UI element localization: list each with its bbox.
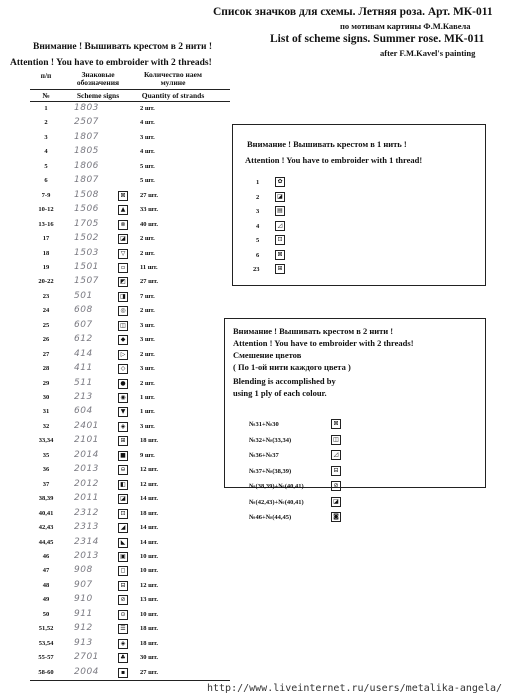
thread-code: 1502 bbox=[74, 233, 99, 244]
col-qty-ru: Количество наем мулине bbox=[143, 70, 203, 87]
strand-quantity: 3 шт. bbox=[140, 321, 155, 329]
box2-line3-ru: ( По 1-ой нити каждого цвета ) bbox=[233, 362, 351, 372]
table-row bbox=[30, 391, 230, 404]
thread-code: 1803 bbox=[74, 103, 99, 113]
table-row bbox=[30, 102, 230, 115]
scheme-symbol-icon: ▷ bbox=[118, 350, 128, 360]
thread-code: 511 bbox=[74, 377, 93, 388]
scheme-symbol-icon: ◈ bbox=[118, 639, 128, 649]
thread-code: 2012 bbox=[74, 478, 99, 489]
scheme-symbol-icon: ⊠ bbox=[118, 191, 128, 201]
scheme-symbol-icon: ⊗ bbox=[118, 220, 128, 230]
strand-quantity: 12 шт. bbox=[140, 466, 158, 474]
title-en: List of scheme signs. Summer rose. MK-011 bbox=[270, 33, 485, 45]
thread-code: 2014 bbox=[74, 449, 99, 460]
row-number: 28 bbox=[42, 365, 50, 373]
table-row bbox=[30, 666, 230, 679]
table-row bbox=[30, 333, 230, 346]
row-number: 25 bbox=[42, 321, 50, 329]
col-num-ru: п/п bbox=[40, 71, 52, 80]
scheme-symbol-icon: ⊡ bbox=[118, 509, 128, 519]
thread-code: 2507 bbox=[74, 117, 99, 128]
box1-item-number: 2 bbox=[256, 193, 260, 201]
thread-code: 913 bbox=[74, 637, 93, 648]
scheme-symbol-icon: ♣ bbox=[118, 653, 128, 663]
table-row bbox=[30, 189, 230, 202]
table-row bbox=[30, 564, 230, 577]
scheme-symbol-icon: ⊖ bbox=[118, 465, 128, 475]
strand-quantity: 33 шт. bbox=[140, 206, 158, 214]
row-number: 7-9 bbox=[41, 191, 51, 199]
strand-quantity: 18 шт. bbox=[140, 625, 158, 633]
strand-quantity: 14 шт. bbox=[140, 538, 158, 546]
thread-code: 2004 bbox=[74, 666, 99, 677]
row-number: 2 bbox=[44, 119, 48, 127]
box1-symbol-icon: ◿ bbox=[275, 221, 285, 231]
footer-url[interactable]: http://www.liveinternet.ru/users/metalika-angela/ bbox=[207, 683, 503, 694]
box1-symbol-icon: ▤ bbox=[275, 206, 285, 216]
box1-line-ru: Внимание ! Вышивать крестом в 1 нить ! bbox=[247, 139, 407, 149]
strand-quantity: 4 шт. bbox=[140, 148, 155, 156]
scheme-symbol-icon: ◣ bbox=[118, 538, 128, 548]
thread-code: 2013 bbox=[74, 464, 99, 475]
blend-formula: №32+№(33,34) bbox=[249, 436, 292, 444]
row-number: 49 bbox=[42, 596, 50, 604]
scheme-symbol-icon: ◢ bbox=[118, 523, 128, 533]
strand-quantity: 30 шт. bbox=[140, 654, 158, 662]
strand-quantity: 3 шт. bbox=[140, 133, 155, 141]
scheme-symbol-icon: ▣ bbox=[118, 552, 128, 562]
table-row bbox=[30, 651, 230, 664]
warning-en: Attention ! You have to embroider with 2 threads! bbox=[10, 58, 212, 68]
strand-quantity: 2 шт. bbox=[140, 379, 155, 387]
table-row bbox=[30, 478, 230, 491]
table-row bbox=[30, 593, 230, 606]
strand-quantity: 9 шт. bbox=[140, 451, 155, 459]
box1-symbol-icon: ⊠ bbox=[275, 250, 285, 260]
box1-item-number: 3 bbox=[256, 208, 260, 215]
strand-quantity: 12 шт. bbox=[140, 480, 158, 488]
strand-quantity: 1 шт. bbox=[140, 408, 155, 416]
strand-quantity: 18 шт. bbox=[140, 639, 158, 647]
scheme-symbol-icon: ◻ bbox=[118, 566, 128, 576]
one-thread-box bbox=[232, 124, 486, 286]
row-number: 48 bbox=[42, 581, 50, 589]
box1-symbol-icon: ⊡ bbox=[275, 235, 285, 245]
table-row bbox=[30, 377, 230, 390]
table-row bbox=[30, 536, 230, 549]
strand-quantity: 2 шт. bbox=[140, 350, 155, 358]
thread-code: 912 bbox=[74, 623, 93, 634]
thread-code: 414 bbox=[74, 348, 93, 359]
thread-code: 1807 bbox=[74, 175, 99, 186]
row-number: 38,39 bbox=[38, 495, 54, 503]
scheme-symbol-icon: ▼ bbox=[118, 407, 128, 417]
thread-code: 213 bbox=[74, 392, 93, 402]
table-row bbox=[30, 116, 230, 129]
thread-code: 2701 bbox=[74, 652, 99, 663]
strand-quantity: 13 шт. bbox=[140, 596, 158, 604]
strand-quantity: 10 шт. bbox=[140, 552, 158, 560]
thread-code: 1807 bbox=[74, 131, 99, 142]
scheme-symbol-icon: ◫ bbox=[118, 321, 128, 331]
thread-code: 908 bbox=[74, 565, 93, 576]
row-number: 4 bbox=[44, 148, 48, 156]
scheme-symbol-icon: ◉ bbox=[118, 393, 128, 403]
thread-code: 2101 bbox=[74, 435, 99, 446]
strand-quantity: 4 шт. bbox=[140, 119, 155, 127]
table-row bbox=[30, 622, 230, 635]
row-number: 40,41 bbox=[38, 509, 54, 517]
thread-code: 1503 bbox=[74, 247, 99, 258]
box1-item-number: 1 bbox=[256, 179, 260, 186]
box1-item-number: 6 bbox=[256, 251, 260, 259]
thread-code: 1805 bbox=[74, 146, 99, 157]
scheme-symbol-icon: ◧ bbox=[118, 480, 128, 490]
blend-symbol-icon: ⊟ bbox=[331, 466, 341, 476]
strand-quantity: 10 шт. bbox=[140, 567, 158, 575]
row-number: 26 bbox=[42, 336, 50, 344]
table-row bbox=[30, 507, 230, 520]
scheme-symbol-icon: ▪ bbox=[118, 668, 128, 678]
scheme-symbol-icon: ▲ bbox=[118, 205, 128, 215]
strand-quantity: 5 шт. bbox=[140, 177, 155, 185]
thread-code: 907 bbox=[74, 579, 93, 590]
thread-code: 911 bbox=[74, 608, 93, 619]
box1-item-number: 23 bbox=[253, 266, 260, 273]
strand-quantity: 27 шт. bbox=[140, 191, 158, 199]
row-number: 53,54 bbox=[38, 639, 54, 647]
scheme-symbol-icon: ◇ bbox=[118, 364, 128, 374]
strand-quantity: 40 шт. bbox=[140, 220, 158, 228]
blend-symbol-icon: ⊘ bbox=[331, 481, 341, 491]
scheme-symbol-icon: ◈ bbox=[118, 422, 128, 432]
row-number: 36 bbox=[42, 466, 50, 474]
strand-quantity: 2 шт. bbox=[140, 307, 155, 315]
row-number: 47 bbox=[42, 567, 50, 575]
table-row bbox=[30, 463, 230, 476]
table-row bbox=[30, 637, 230, 650]
row-number: 55-57 bbox=[38, 654, 54, 662]
strand-quantity: 3 шт. bbox=[140, 336, 155, 344]
blend-formula: №(38,39)+№(40,41) bbox=[249, 483, 304, 490]
strand-quantity: 3 шт. bbox=[140, 365, 155, 373]
row-number: 27 bbox=[42, 350, 50, 358]
table-row bbox=[30, 449, 230, 462]
strand-quantity: 5 шт. bbox=[140, 162, 155, 170]
thread-code: 1508 bbox=[74, 189, 99, 200]
table-row bbox=[30, 405, 230, 418]
strand-quantity: 14 шт. bbox=[140, 524, 158, 532]
scheme-symbol-icon: ⊘ bbox=[118, 595, 128, 605]
strand-quantity: 3 шт. bbox=[140, 422, 155, 430]
row-number: 29 bbox=[42, 379, 50, 387]
table-row bbox=[30, 579, 230, 592]
blend-symbol-icon: ◿ bbox=[331, 450, 341, 460]
strand-quantity: 1 шт. bbox=[140, 394, 155, 401]
table-row bbox=[30, 434, 230, 447]
box1-symbol-icon: ⊞ bbox=[275, 264, 285, 274]
row-number: 19 bbox=[42, 263, 50, 271]
thread-code: 2312 bbox=[74, 507, 99, 518]
strand-quantity: 7 шт. bbox=[140, 292, 155, 300]
row-number: 44,45 bbox=[38, 538, 54, 546]
row-number: 32 bbox=[42, 422, 50, 430]
table-row bbox=[30, 203, 230, 216]
table-row bbox=[30, 348, 230, 361]
scheme-symbol-icon: ☰ bbox=[118, 624, 128, 634]
strand-quantity: 2 шт. bbox=[140, 235, 155, 243]
blend-symbol-icon: ◪ bbox=[331, 497, 341, 507]
thread-code: 910 bbox=[74, 594, 93, 605]
row-number: 6 bbox=[44, 177, 48, 185]
scheme-symbol-icon: ◪ bbox=[118, 494, 128, 504]
blend-formula: №46+№(44,45) bbox=[249, 514, 292, 521]
row-number: 50 bbox=[42, 610, 50, 618]
row-number: 10-12 bbox=[38, 206, 54, 214]
row-number: 24 bbox=[42, 307, 50, 315]
row-number: 13-16 bbox=[38, 220, 54, 228]
thread-code: 612 bbox=[74, 334, 93, 345]
thread-code: 1507 bbox=[74, 276, 99, 287]
blend-formula: №37+№(38,39) bbox=[249, 467, 292, 475]
strand-quantity: 11 шт. bbox=[140, 263, 158, 271]
table-row bbox=[30, 319, 230, 332]
box1-item-number: 4 bbox=[256, 222, 260, 230]
scheme-symbol-icon: ▽ bbox=[118, 249, 128, 259]
table-row bbox=[30, 218, 230, 231]
strand-quantity: 27 шт. bbox=[140, 278, 158, 286]
scheme-symbol-icon: ◎ bbox=[118, 306, 128, 316]
thread-code: 604 bbox=[74, 406, 93, 417]
strand-quantity: 18 шт. bbox=[140, 509, 158, 517]
row-number: 35 bbox=[42, 451, 50, 459]
row-number: 51,52 bbox=[38, 625, 54, 633]
row-number: 37 bbox=[42, 480, 50, 488]
thread-code: 1501 bbox=[74, 261, 99, 272]
table-row bbox=[30, 420, 230, 433]
scheme-symbol-icon: ◩ bbox=[118, 277, 128, 287]
table-row bbox=[30, 290, 230, 303]
table-row bbox=[30, 275, 230, 288]
title-ru: Список значков для схемы. Летняя роза. Арт. МК-011 bbox=[213, 6, 493, 18]
thread-code: 1705 bbox=[74, 218, 99, 229]
row-number: 33,34 bbox=[38, 437, 54, 445]
box2-line2-ru: Смешение цветов bbox=[233, 350, 302, 360]
col-qty-en: Quantity of strands bbox=[141, 91, 205, 100]
scheme-symbol-icon: ⊙ bbox=[118, 610, 128, 620]
scheme-symbol-icon: ◨ bbox=[118, 292, 128, 302]
box1-item-number: 5 bbox=[256, 237, 260, 244]
table-row bbox=[30, 232, 230, 245]
table-row bbox=[30, 261, 230, 274]
table-row bbox=[30, 608, 230, 621]
scheme-symbol-icon: ● bbox=[118, 379, 128, 389]
header-rule-top bbox=[30, 89, 230, 90]
thread-code: 2314 bbox=[74, 536, 99, 547]
blend-symbol-icon: ◫ bbox=[331, 435, 341, 445]
thread-code: 2013 bbox=[74, 550, 99, 561]
thread-code: 1806 bbox=[74, 160, 99, 171]
blend-symbol-icon: ⊠ bbox=[331, 419, 341, 429]
box2-line1-ru: Внимание ! Вышивать крестом в 2 нити ! bbox=[233, 326, 394, 336]
col-num: № bbox=[42, 91, 50, 100]
subtitle-ru: по мотивам картины Ф.М.Кавела bbox=[340, 21, 471, 31]
strand-quantity: 10 шт. bbox=[140, 610, 158, 618]
table-row bbox=[30, 492, 230, 505]
row-number: 42,43 bbox=[38, 524, 54, 532]
scheme-symbol-icon: ■ bbox=[118, 451, 128, 461]
thread-code: 608 bbox=[74, 305, 93, 316]
blend-formula: №31+№30 bbox=[249, 421, 279, 428]
row-number: 1 bbox=[44, 105, 48, 112]
thread-code: 2313 bbox=[74, 522, 99, 533]
row-number: 5 bbox=[44, 162, 48, 170]
thread-code: 607 bbox=[74, 319, 93, 330]
box2-line4-en: Blending is accomplished by bbox=[233, 376, 336, 386]
table-row bbox=[30, 160, 230, 173]
two-thread-blend-box bbox=[224, 318, 486, 521]
blend-formula: №(42,43)+№(40,41) bbox=[249, 498, 304, 506]
strand-quantity: 14 шт. bbox=[140, 495, 158, 503]
scheme-symbol-icon: ⊞ bbox=[118, 436, 128, 446]
row-number: 20-22 bbox=[38, 278, 54, 286]
row-number: 31 bbox=[42, 408, 50, 416]
table-row bbox=[30, 174, 230, 187]
scheme-symbol-icon: ◆ bbox=[118, 335, 128, 345]
strand-quantity: 18 шт. bbox=[140, 437, 158, 445]
table-row bbox=[30, 521, 230, 534]
table-rule-bottom bbox=[30, 680, 230, 681]
thread-code: 2401 bbox=[74, 420, 99, 431]
warning-ru: Внимание ! Вышивать крестом в 2 нити ! bbox=[33, 42, 212, 52]
scheme-symbol-icon: ▫ bbox=[118, 263, 128, 273]
box2-line5-en: using 1 ply of each colour. bbox=[233, 388, 327, 398]
table-row bbox=[30, 145, 230, 158]
table-row bbox=[30, 304, 230, 317]
col-sign-ru: Знаковые обозначения bbox=[76, 70, 120, 87]
box1-symbol-icon: ◪ bbox=[275, 192, 285, 202]
row-number: 30 bbox=[42, 394, 50, 401]
table-row bbox=[30, 131, 230, 144]
col-sign-en: Scheme signs bbox=[76, 91, 120, 100]
strand-quantity: 27 шт. bbox=[140, 668, 158, 676]
row-number: 3 bbox=[44, 133, 48, 141]
table-row bbox=[30, 247, 230, 260]
strand-quantity: 2 шт. bbox=[140, 105, 155, 112]
table-row bbox=[30, 550, 230, 563]
blend-formula: №36+№37 bbox=[249, 452, 279, 459]
thread-code: 2011 bbox=[74, 493, 99, 504]
thread-code: 411 bbox=[74, 363, 93, 374]
table-row bbox=[30, 362, 230, 375]
thread-code: 1506 bbox=[74, 204, 99, 215]
box2-line1-en: Attention ! You have to embroider with 2 threads! bbox=[233, 338, 414, 348]
scheme-symbol-icon: ◪ bbox=[118, 234, 128, 244]
box1-symbol-icon: ✿ bbox=[275, 177, 285, 187]
strand-quantity: 12 шт. bbox=[140, 581, 158, 589]
thread-code: 501 bbox=[74, 290, 93, 301]
row-number: 17 bbox=[42, 235, 50, 243]
row-number: 58-60 bbox=[38, 668, 54, 676]
row-number: 23 bbox=[42, 292, 50, 300]
row-number: 46 bbox=[42, 552, 50, 560]
strand-quantity: 2 шт. bbox=[140, 249, 155, 257]
subtitle-en: after F.M.Kavel's painting bbox=[380, 48, 476, 58]
scheme-symbol-icon: ⊟ bbox=[118, 581, 128, 591]
box1-line-en: Attention ! You have to embroider with 1 thread! bbox=[245, 155, 423, 165]
blend-symbol-icon: ◙ bbox=[331, 512, 341, 522]
row-number: 18 bbox=[42, 249, 50, 257]
